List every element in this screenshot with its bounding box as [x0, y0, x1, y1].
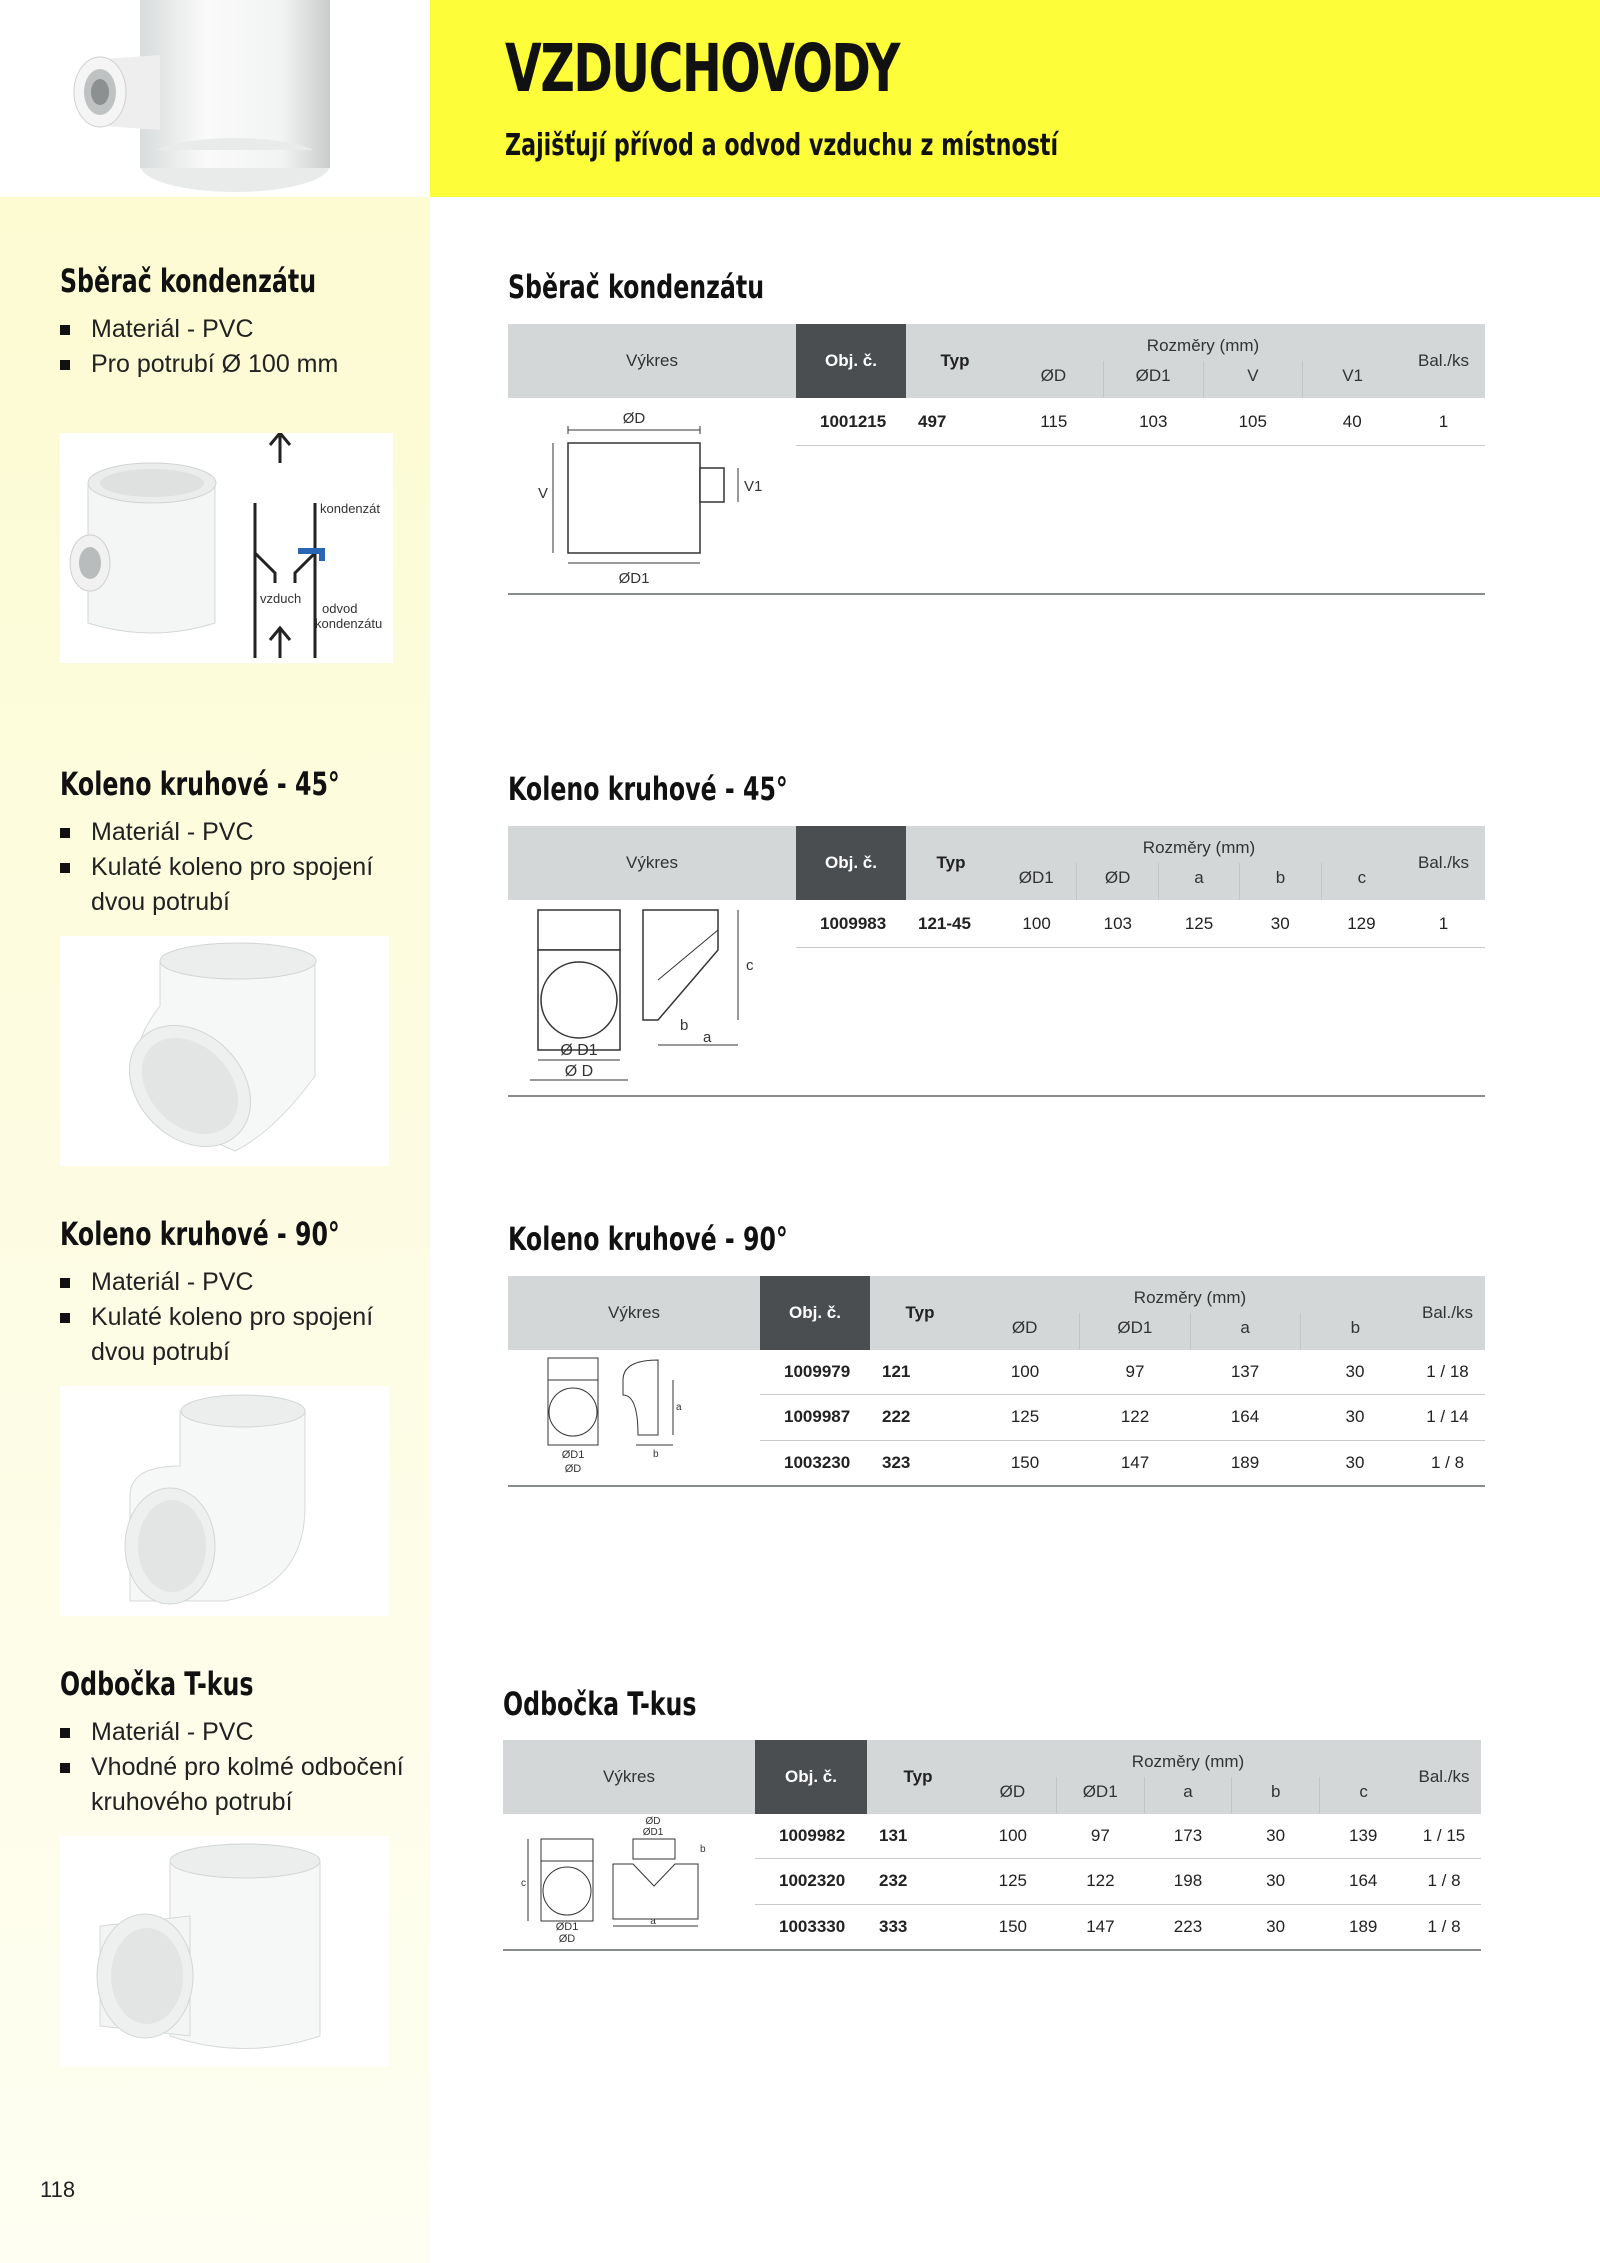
feature-item: Materiál - PVC: [60, 1715, 420, 1750]
table-title-sberac: Sběrač kondenzátu: [508, 268, 765, 306]
dim-value: 173: [1173, 1826, 1203, 1846]
type-code: 232: [867, 1859, 969, 1904]
dim-header: c: [1357, 868, 1367, 887]
dim-value: 40: [1342, 411, 1362, 431]
dim-value: 125: [1184, 913, 1214, 933]
dim-value: 164: [1230, 1407, 1260, 1427]
type-code: 222: [870, 1395, 970, 1440]
col-header-bal: Bal./ks: [1402, 324, 1485, 398]
drawing-label: ØD: [645, 1816, 661, 1827]
drawing-label: b: [700, 1844, 706, 1855]
col-header-typ: Typ: [870, 1276, 970, 1350]
dim-value: 100: [1010, 1362, 1040, 1382]
photo-label-kondenzat: kondenzát: [320, 501, 380, 516]
dims-values: [970, 1350, 1410, 1395]
dim-value: 100: [1022, 913, 1051, 933]
dim-value: 189: [1348, 1916, 1378, 1936]
spec-table-koleno45: [508, 826, 1485, 1097]
col-header-bal: Bal./ks: [1407, 1740, 1481, 1814]
drawing-label: a: [676, 1402, 682, 1413]
drawing-label: ØD1: [618, 570, 650, 587]
obj-number: 1001215: [796, 398, 906, 446]
col-header-bal: Bal./ks: [1410, 1276, 1485, 1350]
col-header-drawing: Výkres: [508, 1276, 760, 1350]
table-row: [508, 398, 1485, 446]
col-header-obj: Obj. č.: [755, 1740, 867, 1814]
dim-header: a: [1159, 863, 1240, 900]
col-header-typ: Typ: [906, 324, 1004, 398]
dims-values: [969, 1904, 1407, 1950]
dim-value: 129: [1347, 913, 1376, 933]
dims-values: [970, 1395, 1410, 1440]
type-code: 131: [867, 1814, 969, 1859]
dim-value: 103: [1103, 913, 1132, 933]
dim-value: 105: [1238, 411, 1267, 431]
dim-value: 97: [1090, 1826, 1110, 1846]
technical-drawing: [503, 1814, 755, 1950]
dim-value: 97: [1125, 1362, 1145, 1382]
col-header-bal: Bal./ks: [1402, 826, 1485, 900]
dim-value: 150: [1010, 1452, 1040, 1472]
pack-count: 1 / 8: [1407, 1904, 1481, 1950]
features-list-odbocka: [60, 1715, 420, 1820]
dim-header: a: [1145, 1777, 1233, 1814]
dims-values: [969, 1859, 1407, 1904]
dim-header: ØD: [1004, 361, 1104, 398]
technical-drawing: [508, 1350, 760, 1486]
photo-label-kondenzatu: kondenzátu: [315, 616, 383, 631]
drawing-label: b: [653, 1449, 659, 1460]
dim-value: 139: [1348, 1826, 1378, 1846]
drawing-label: Ø D1: [560, 1042, 598, 1059]
dim-header: a: [1191, 1313, 1301, 1350]
product-photo-koleno45: [60, 936, 389, 1166]
dim-value: 122: [1086, 1871, 1115, 1891]
drawing-label: ØD1: [561, 1449, 585, 1461]
dim-value: 122: [1120, 1407, 1150, 1427]
type-code: 121-45: [906, 900, 996, 948]
table-row: [508, 900, 1485, 948]
dims-title: Rozměry (mm): [1142, 838, 1256, 857]
col-header-drawing: Výkres: [508, 826, 796, 900]
drawing-label: ØD: [558, 1933, 576, 1944]
col-header-dims: [970, 1276, 1410, 1350]
pack-count: 1: [1402, 900, 1485, 948]
dim-value: 30: [1345, 1362, 1365, 1382]
product-photo-koleno90: [60, 1386, 389, 1616]
col-header-obj: Obj. č.: [760, 1276, 870, 1350]
table-title-odbocka: Odbočka T-kus: [503, 1685, 697, 1723]
type-code: 333: [867, 1904, 969, 1950]
dim-value: 100: [998, 1826, 1027, 1846]
pack-count: 1 / 18: [1410, 1350, 1485, 1395]
obj-number: 1003330: [755, 1904, 867, 1950]
drawing-label: c: [521, 1878, 526, 1889]
pack-count: 1 / 8: [1410, 1440, 1485, 1486]
dim-value: 30: [1266, 1916, 1286, 1936]
spec-table-sberac: [508, 324, 1485, 595]
feature-item: Vhodné pro kolmé odbočení kruhového potrubí: [60, 1750, 420, 1820]
dim-header: b: [1240, 863, 1321, 900]
dim-header: V1: [1342, 366, 1364, 385]
col-header-obj: Obj. č.: [796, 826, 906, 900]
col-header-typ: Typ: [867, 1740, 969, 1814]
table-title-koleno90: Koleno kruhové - 90°: [508, 1220, 788, 1258]
dim-value: 103: [1139, 411, 1168, 431]
spec-table-odbocka: [503, 1740, 1481, 1951]
dim-value: 30: [1266, 1871, 1286, 1891]
feature-item: Materiál - PVC: [60, 815, 420, 850]
hero-product-image: [0, 0, 430, 197]
obj-number: 1009979: [760, 1350, 870, 1395]
feature-item: Materiál - PVC: [60, 312, 420, 347]
pack-count: 1 / 14: [1410, 1395, 1485, 1440]
drawing-label: ØD1: [642, 1827, 664, 1838]
drawing-label: ØD1: [555, 1921, 579, 1933]
pack-count: 1 / 15: [1407, 1814, 1481, 1859]
dim-value: 30: [1266, 1826, 1286, 1846]
feature-item: Pro potrubí Ø 100 mm: [60, 347, 420, 382]
drawing-label: a: [703, 1029, 712, 1046]
technical-drawing: [508, 900, 796, 1096]
technical-drawing: [508, 398, 796, 594]
feature-item: Kulaté koleno pro spojení dvou potrubí: [60, 1300, 420, 1370]
type-code: 497: [906, 398, 1004, 446]
col-header-dims: [969, 1740, 1407, 1814]
dims-values: [1004, 398, 1402, 446]
page-number: 118: [40, 2177, 76, 2202]
photo-label-odvod: odvod: [322, 601, 358, 616]
spec-table-koleno90: [508, 1276, 1485, 1487]
dims-values: [996, 900, 1402, 948]
table-row: [508, 1350, 1485, 1395]
obj-number: 1009983: [796, 900, 906, 948]
dim-value: 147: [1086, 1916, 1115, 1936]
dim-header: ØD1: [1080, 1313, 1190, 1350]
dim-value: 125: [998, 1871, 1027, 1891]
features-list-koleno90: [60, 1265, 420, 1370]
dim-value: 30: [1270, 913, 1290, 933]
drawing-label: a: [650, 1916, 656, 1927]
obj-number: 1009982: [755, 1814, 867, 1859]
drawing-label: ØD: [622, 410, 646, 427]
dim-value: 115: [1040, 411, 1068, 431]
col-header-drawing: Výkres: [503, 1740, 755, 1814]
features-list-koleno45: [60, 815, 420, 920]
dims-title: Rozměry (mm): [1133, 1288, 1247, 1307]
dim-header: c: [1359, 1782, 1368, 1801]
features-list-sberac: [60, 312, 420, 382]
type-code: 323: [870, 1440, 970, 1486]
obj-number: 1003230: [760, 1440, 870, 1486]
dim-value: 189: [1230, 1452, 1260, 1472]
side-title-sberac: Sběrač kondenzátu: [60, 262, 317, 300]
dim-value: 164: [1348, 1871, 1378, 1891]
dims-values: [970, 1440, 1410, 1486]
col-header-obj: Obj. č.: [796, 324, 906, 398]
type-code: 121: [870, 1350, 970, 1395]
table-title-koleno45: Koleno kruhové - 45°: [508, 770, 788, 808]
dim-value: 198: [1173, 1871, 1203, 1891]
dim-value: 125: [1010, 1407, 1040, 1427]
col-header-dims: [1004, 324, 1402, 398]
side-title-koleno45: Koleno kruhové - 45°: [60, 765, 340, 803]
dims-title: Rozměry (mm): [1131, 1752, 1245, 1771]
pack-count: 1: [1402, 398, 1485, 446]
dim-header: ØD: [970, 1313, 1080, 1350]
col-header-drawing: Výkres: [508, 324, 796, 398]
obj-number: 1002320: [755, 1859, 867, 1904]
dim-value: 30: [1345, 1407, 1365, 1427]
page-subtitle: Zajišťují přívod a odvod vzduchu z místností: [505, 128, 1059, 163]
dims-title: Rozměry (mm): [1146, 336, 1260, 355]
dim-header: ØD1: [996, 863, 1077, 900]
drawing-label: b: [680, 1017, 689, 1034]
drawing-label: ØD: [564, 1463, 582, 1475]
pack-count: 1 / 8: [1407, 1859, 1481, 1904]
dim-header: V: [1204, 361, 1304, 398]
side-title-koleno90: Koleno kruhové - 90°: [60, 1215, 340, 1253]
dim-value: 147: [1120, 1452, 1150, 1472]
dim-header: ØD1: [1104, 361, 1204, 398]
drawing-label: V: [538, 485, 549, 502]
dim-header: b: [1232, 1777, 1320, 1814]
dim-value: 150: [998, 1916, 1027, 1936]
feature-item: Kulaté koleno pro spojení dvou potrubí: [60, 850, 420, 920]
drawing-label: c: [746, 957, 754, 974]
dim-value: 223: [1173, 1916, 1203, 1936]
dim-header: ØD1: [1057, 1777, 1145, 1814]
table-row: [503, 1814, 1481, 1859]
feature-item: Materiál - PVC: [60, 1265, 420, 1300]
dims-values: [969, 1814, 1407, 1859]
drawing-label: V1: [744, 478, 763, 495]
obj-number: 1009987: [760, 1395, 870, 1440]
dim-value: 137: [1230, 1362, 1260, 1382]
dim-header: b: [1350, 1318, 1361, 1337]
photo-label-vzduch: vzduch: [260, 591, 302, 606]
dim-header: ØD: [969, 1777, 1057, 1814]
col-header-typ: Typ: [906, 826, 996, 900]
product-photo-odbocka: [60, 1836, 389, 2066]
side-title-odbocka: Odbočka T-kus: [60, 1665, 254, 1703]
product-photo-sberac: [60, 433, 393, 663]
col-header-dims: [996, 826, 1402, 900]
dim-value: 30: [1345, 1452, 1365, 1472]
dim-header: ØD: [1077, 863, 1158, 900]
drawing-label: Ø D: [564, 1063, 594, 1080]
page-title: VZDUCHOVODY: [505, 30, 899, 107]
